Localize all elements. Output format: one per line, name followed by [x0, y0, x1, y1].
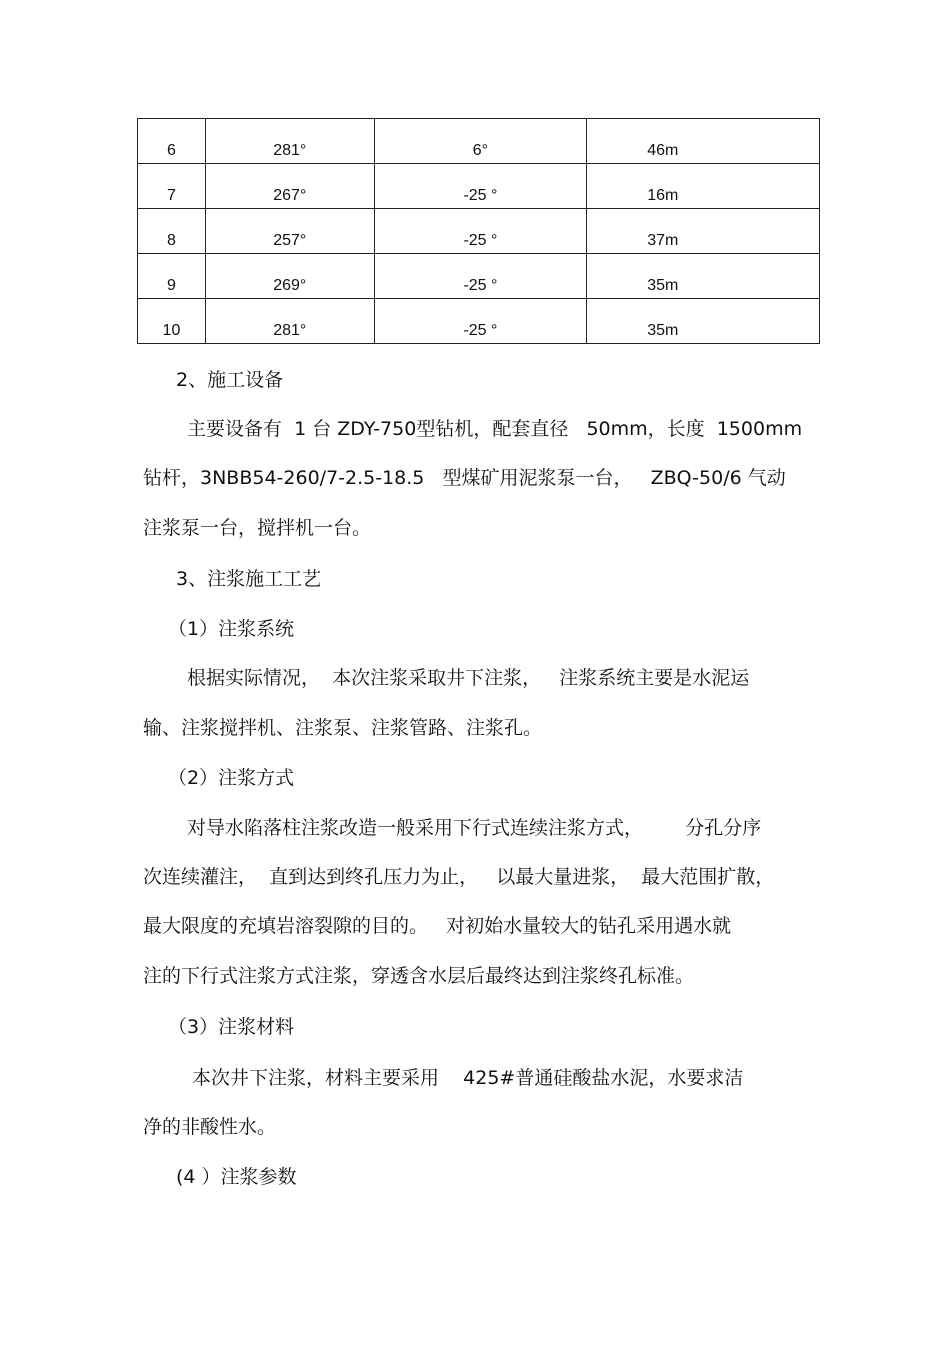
hole-number-cell: 8	[138, 209, 206, 254]
method-paragraph-line: 次连续灌注， 直到达到终孔压力为止， 以最大量进浆， 最大范围扩散，	[143, 866, 775, 888]
dip-angle-cell: -25 °	[374, 299, 587, 344]
table-row	[138, 254, 820, 299]
dip-angle-cell: 6°	[374, 119, 587, 164]
table-row	[138, 299, 820, 344]
table-row	[138, 119, 820, 164]
material-paragraph-line: 本次井下注浆，材料主要采用 425#普通硅酸盐水泥，水要求洁	[192, 1067, 744, 1089]
hole-number-cell: 6	[138, 119, 206, 164]
azimuth-cell: 267°	[205, 164, 374, 209]
borehole-table-body	[138, 119, 820, 344]
equipment-paragraph-line: 注浆泵一台，搅拌机一台。	[143, 517, 372, 539]
method-paragraph-line: 注的下行式注浆方式注浆，穿透含水层后最终达到注浆终孔标准。	[143, 965, 695, 987]
hole-length-cell: 35m	[587, 299, 820, 344]
heading-equipment: 2、施工设备	[176, 369, 284, 391]
method-paragraph-line: 最大限度的充填岩溶裂隙的目的。 对初始水量较大的钻孔采用遇水就	[143, 915, 732, 937]
heading-grouting-process: 3、注浆施工工艺	[176, 568, 322, 590]
hole-length-cell: 46m	[587, 119, 820, 164]
equipment-paragraph-line: 主要设备有 1 台 ZDY-750型钻机，配套直径 50mm，长度 1500mm	[187, 418, 803, 440]
hole-length-cell: 37m	[587, 209, 820, 254]
dip-angle-cell: -25 °	[374, 209, 587, 254]
heading-grouting-material: （3）注浆材料	[168, 1016, 295, 1038]
method-paragraph-line: 对导水陷落柱注浆改造一般采用下行式连续注浆方式， 分孔分序	[187, 817, 762, 839]
heading-grouting-method: （2）注浆方式	[168, 767, 295, 789]
material-paragraph-line: 净的非酸性水。	[143, 1116, 277, 1138]
dip-angle-cell: -25 °	[374, 164, 587, 209]
borehole-table	[137, 118, 820, 344]
azimuth-cell: 281°	[205, 299, 374, 344]
hole-number-cell: 10	[138, 299, 206, 344]
azimuth-cell: 281°	[205, 119, 374, 164]
hole-number-cell: 9	[138, 254, 206, 299]
hole-length-cell: 35m	[587, 254, 820, 299]
heading-grouting-parameters: (4 ）注浆参数	[176, 1166, 297, 1188]
azimuth-cell: 269°	[205, 254, 374, 299]
system-paragraph-line: 输、注浆搅拌机、注浆泵、注浆管路、注浆孔。	[143, 717, 543, 739]
dip-angle-cell: -25 °	[374, 254, 587, 299]
table-row	[138, 164, 820, 209]
system-paragraph-line: 根据实际情况， 本次注浆采取井下注浆， 注浆系统主要是水泥运	[187, 667, 750, 689]
azimuth-cell: 257°	[205, 209, 374, 254]
heading-grouting-system: （1）注浆系统	[168, 618, 295, 640]
table-row	[138, 209, 820, 254]
hole-length-cell: 16m	[587, 164, 820, 209]
equipment-paragraph-line: 钻杆，3NBB54-260/7-2.5-18.5 型煤矿用泥浆泵一台， ZBQ-50/6 气动	[143, 467, 786, 489]
hole-number-cell: 7	[138, 164, 206, 209]
